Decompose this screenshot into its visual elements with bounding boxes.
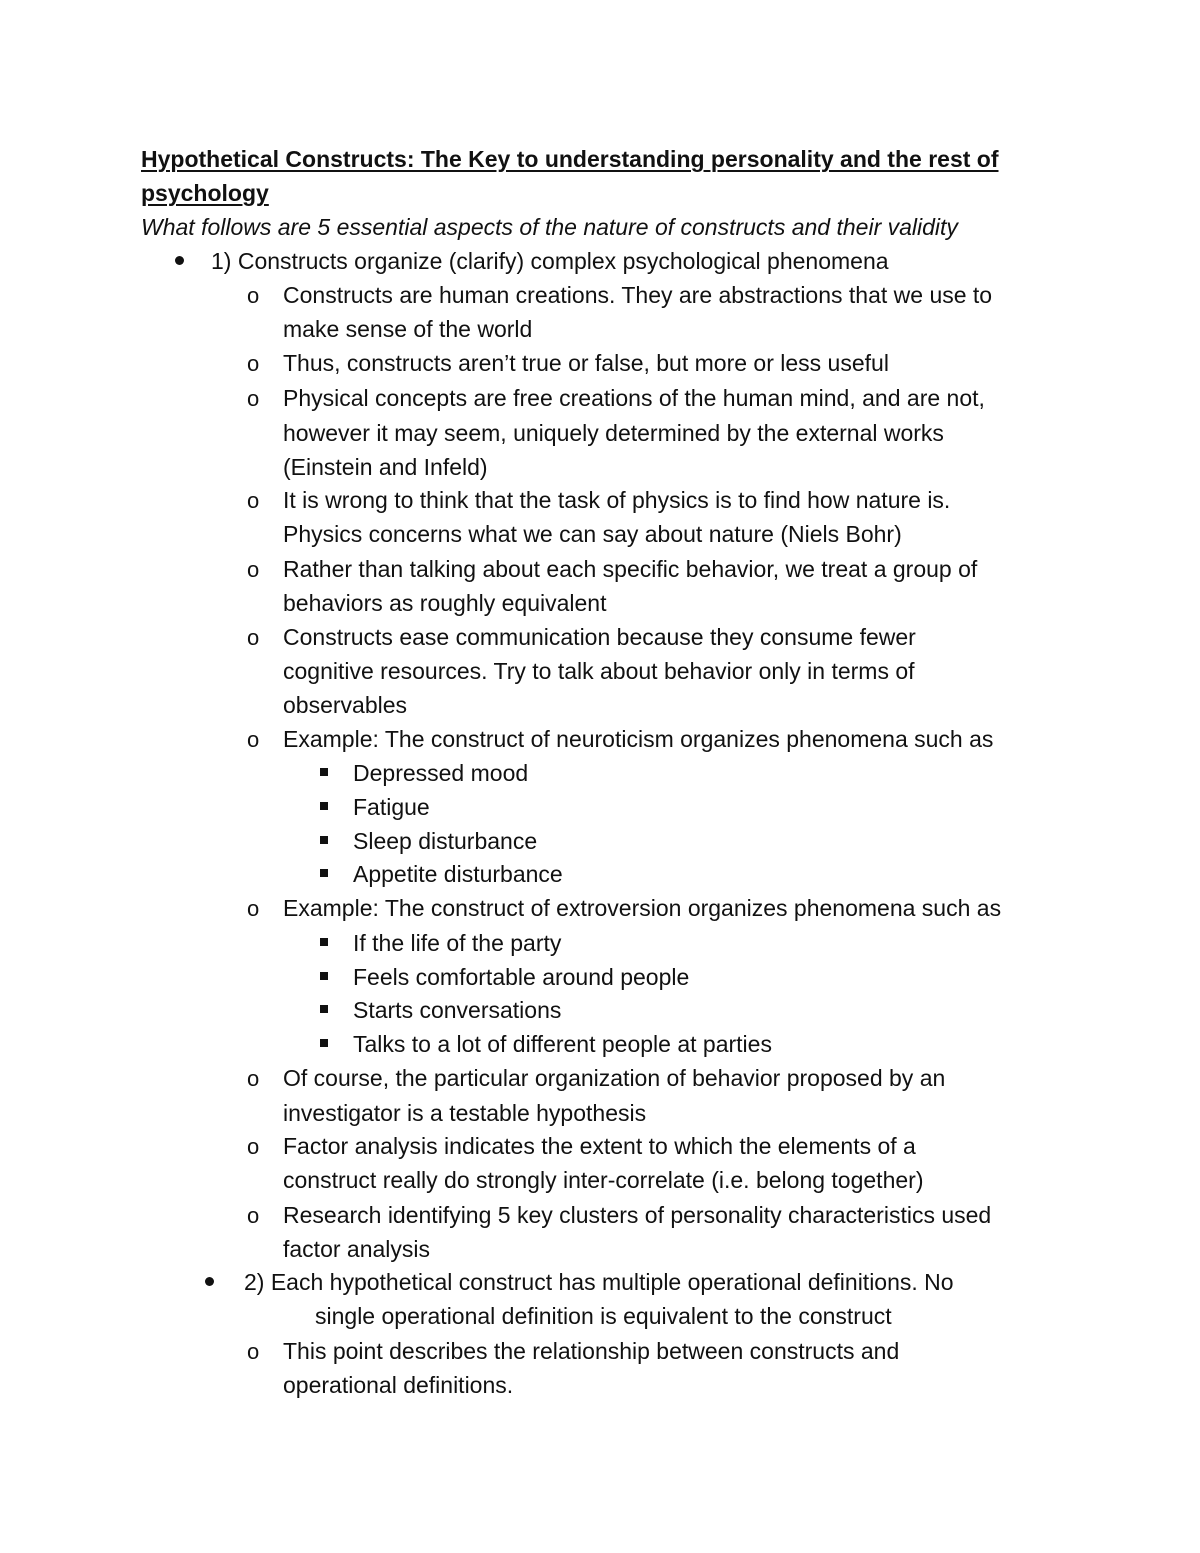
list-item-continued: operational definitions.: [283, 1372, 514, 1398]
bullet-dot-icon: [175, 256, 184, 265]
list-item-continued: construct really do strongly inter-correlate (i.e. belong together): [283, 1167, 924, 1193]
list-item: Factor analysis indicates the extent to which the elements of a: [283, 1133, 916, 1159]
circle-bullet-icon: o: [247, 557, 260, 582]
sub-list-item: Appetite disturbance: [353, 861, 563, 887]
list-item-continued: cognitive resources. Try to talk about behavior only in terms of: [283, 658, 915, 684]
circle-bullet-icon: o: [247, 283, 260, 308]
circle-bullet-icon: o: [247, 1134, 260, 1159]
document-subtitle: What follows are 5 essential aspects of the nature of constructs and their validity: [141, 214, 958, 240]
circle-bullet-icon: o: [247, 386, 260, 411]
list-item: Physical concepts are free creations of the human mind, and are not,: [283, 385, 985, 411]
circle-bullet-icon: o: [247, 1203, 260, 1228]
circle-bullet-icon: o: [247, 896, 260, 921]
document-title: Hypothetical Constructs: The Key to understanding personality and the rest of: [141, 146, 999, 172]
sub-list-item: Talks to a lot of different people at parties: [353, 1031, 772, 1057]
sub-list-item: Fatigue: [353, 794, 430, 820]
section-1-heading: 1) Constructs organize (clarify) complex psychological phenomena: [211, 248, 889, 274]
square-bullet-icon: [320, 768, 328, 776]
sub-list-item: Depressed mood: [353, 760, 529, 786]
list-item-continued: make sense of the world: [283, 316, 533, 342]
bullet-dot-icon: [205, 1277, 214, 1286]
circle-bullet-icon: o: [247, 488, 260, 513]
list-item: It is wrong to think that the task of physics is to find how nature is.: [283, 487, 951, 513]
document-title-continued: psychology: [141, 180, 269, 206]
section-2-heading: 2) Each hypothetical construct has multiple operational definitions. No: [244, 1269, 954, 1295]
list-item: Thus, constructs aren’t true or false, but more or less useful: [283, 350, 889, 376]
sub-list-item: Feels comfortable around people: [353, 964, 690, 990]
list-item: Constructs are human creations. They are abstractions that we use to: [283, 282, 993, 308]
circle-bullet-icon: o: [247, 1066, 260, 1091]
sub-list-item: Sleep disturbance: [353, 828, 538, 854]
square-bullet-icon: [320, 802, 328, 810]
list-item-continued: investigator is a testable hypothesis: [283, 1100, 647, 1126]
list-item-continued: (Einstein and Infeld): [283, 454, 488, 480]
circle-bullet-icon: o: [247, 1339, 260, 1364]
circle-bullet-icon: o: [247, 625, 260, 650]
list-item: Of course, the particular organization of behavior proposed by an: [283, 1065, 946, 1091]
square-bullet-icon: [320, 869, 328, 877]
circle-bullet-icon: o: [247, 351, 260, 376]
square-bullet-icon: [320, 938, 328, 946]
square-bullet-icon: [320, 1005, 328, 1013]
list-item: Research identifying 5 key clusters of personality characteristics used: [283, 1202, 992, 1228]
list-item-continued: behaviors as roughly equivalent: [283, 590, 607, 616]
sub-list-item: If the life of the party: [353, 930, 562, 956]
list-item: Rather than talking about each specific behavior, we treat a group of: [283, 556, 978, 582]
list-item-continued: Physics concerns what we can say about nature (Niels Bohr): [283, 521, 902, 547]
circle-bullet-icon: o: [247, 727, 260, 752]
list-item: This point describes the relationship between constructs and: [283, 1338, 900, 1364]
square-bullet-icon: [320, 1039, 328, 1047]
sub-list-item: Starts conversations: [353, 997, 562, 1023]
list-item-continued: factor analysis: [283, 1236, 431, 1262]
list-item: Example: The construct of neuroticism organizes phenomena such as: [283, 726, 994, 752]
list-item-continued: however it may seem, uniquely determined by the external works: [283, 420, 944, 446]
square-bullet-icon: [320, 836, 328, 844]
section-2-heading-continued: single operational definition is equivalent to the construct: [315, 1303, 892, 1329]
list-item: Example: The construct of extroversion organizes phenomena such as: [283, 895, 1002, 921]
list-item-continued: observables: [283, 692, 408, 718]
list-item: Constructs ease communication because they consume fewer: [283, 624, 916, 650]
square-bullet-icon: [320, 972, 328, 980]
